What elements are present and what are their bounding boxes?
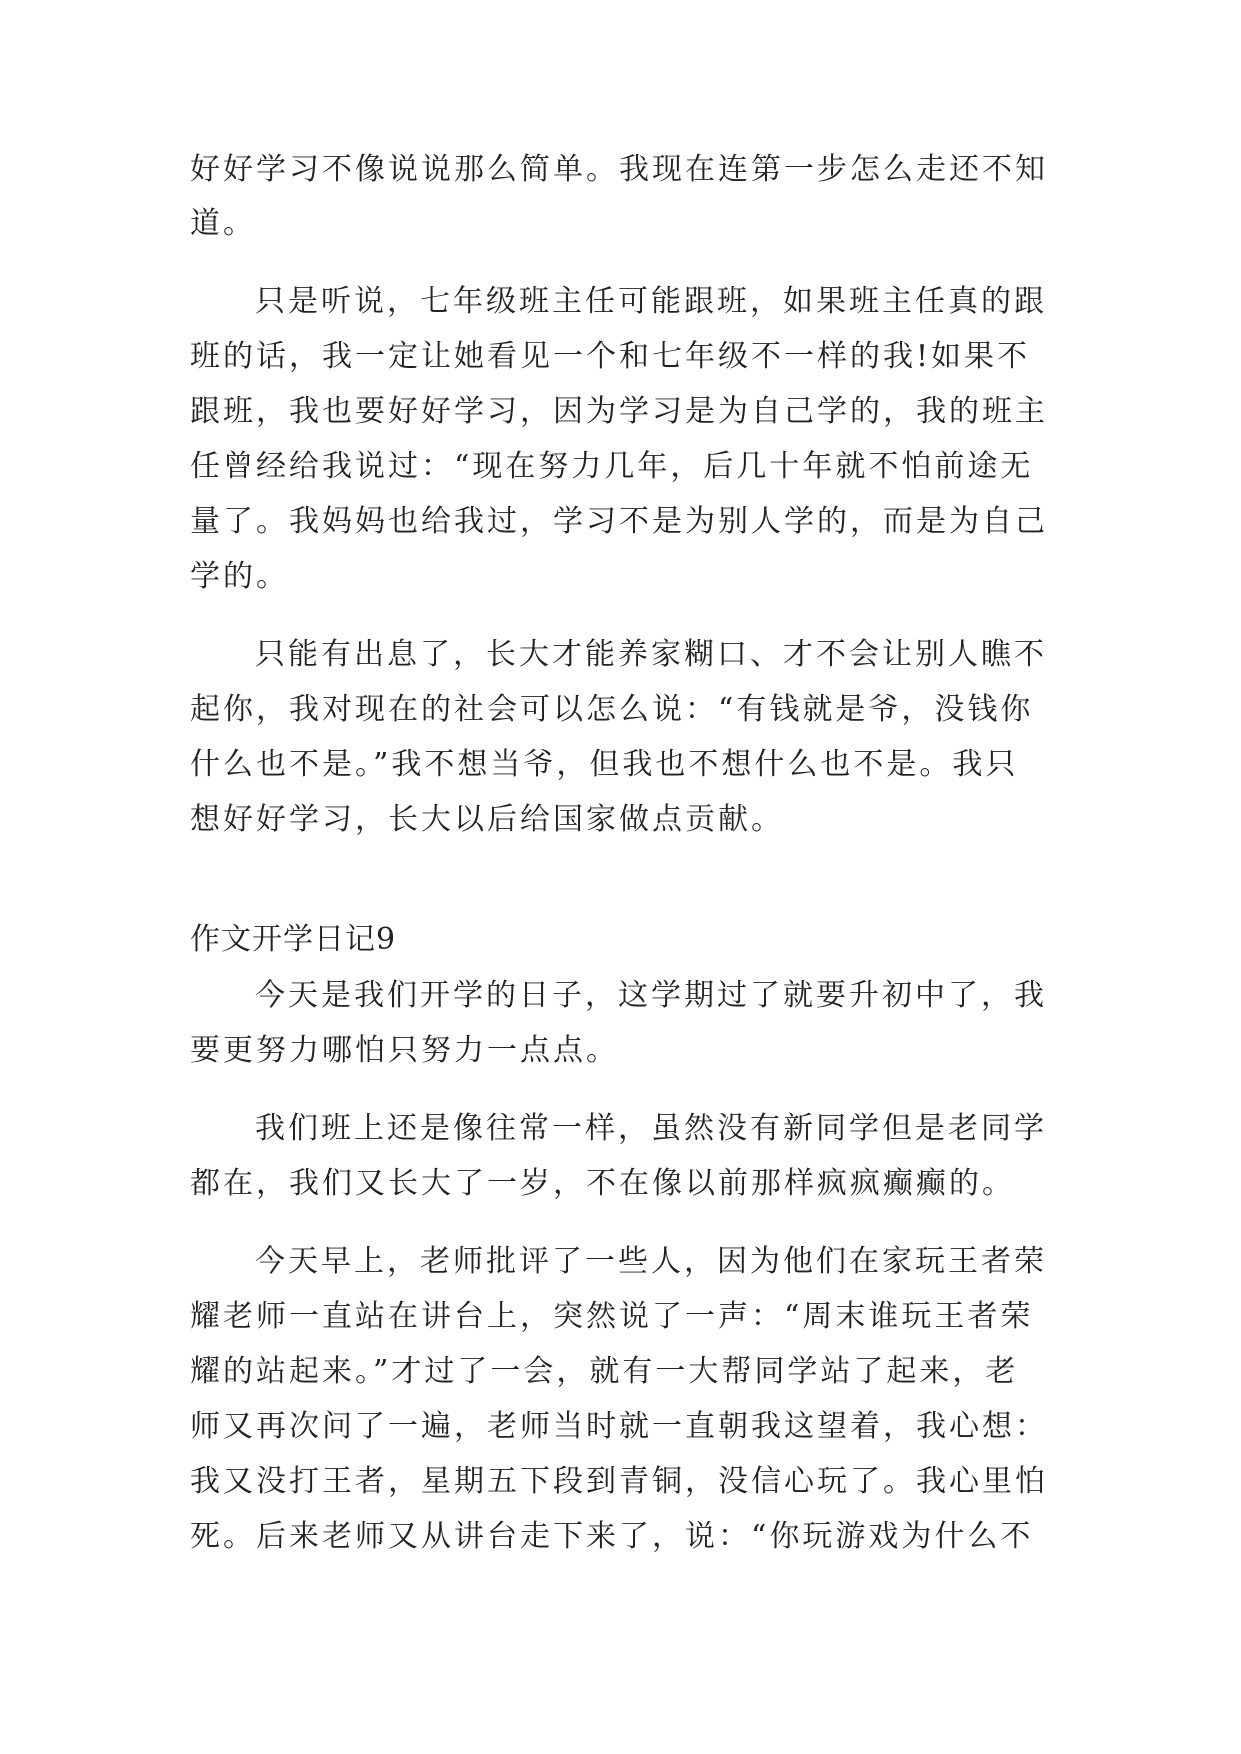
paragraph-first-line: 今天早上，老师批评了一些人，因为他们在家玩王者荣 (255, 1244, 1047, 1279)
text-line: 我又没打王者，星期五下段到青铜，没信心玩了。我心里怕 (190, 1464, 1048, 1499)
text-line: 死。后来老师又从讲台走下来了，说：“你玩游戏为什么不 (190, 1519, 1034, 1554)
text-line: 任曾经给我说过：“现在努力几年，后几十年就不怕前途无 (190, 449, 1034, 484)
text-line: 要更努力哪怕只努力一点点。 (190, 1033, 619, 1068)
paragraph-first-line: 今天是我们开学的日子，这学期过了就要升初中了，我 (255, 978, 1047, 1013)
text-line: 都在，我们又长大了一岁，不在像以前那样疯疯癫癫的。 (190, 1166, 1015, 1201)
section-heading: 作文开学日记9 (190, 922, 397, 957)
paragraph-first-line: 我们班上还是像往常一样，虽然没有新同学但是老同学 (255, 1111, 1047, 1146)
text-line: 班的话，我一定让她看见一个和七年级不一样的我!如果不 (190, 339, 1031, 374)
text-line: 道。 (190, 206, 256, 241)
text-line: 量了。我妈妈也给我过，学习不是为别人学的，而是为自己 (190, 504, 1048, 539)
text-line: 师又再次问了一遍，老师当时就一直朝我这望着，我心想： (190, 1409, 1048, 1444)
text-line: 跟班，我也要好好学习，因为学习是为自己学的，我的班主 (190, 394, 1048, 429)
paragraph-first-line: 只能有出息了，长大才能养家糊口、才不会让别人瞧不 (255, 637, 1047, 672)
text-line: 耀的站起来。”才过了一会，就有一大帮同学站了起来，老 (190, 1354, 1019, 1389)
text-line: 学的。 (190, 559, 289, 594)
text-line: 起你，我对现在的社会可以怎么说：“有钱就是爷，没钱你 (190, 692, 1034, 727)
text-line: 什么也不是。”我不想当爷，但我也不想什么也不是。我只 (190, 747, 1019, 782)
text-line: 耀老师一直站在讲台上，突然说了一声：“周末谁玩王者荣 (190, 1299, 1034, 1334)
paragraph-first-line: 只是听说，七年级班主任可能跟班，如果班主任真的跟 (255, 284, 1047, 319)
text-line: 想好好学习，长大以后给国家做点贡献。 (190, 802, 784, 837)
text-line: 好好学习不像说说那么简单。我现在连第一步怎么走还不知 (190, 152, 1048, 187)
